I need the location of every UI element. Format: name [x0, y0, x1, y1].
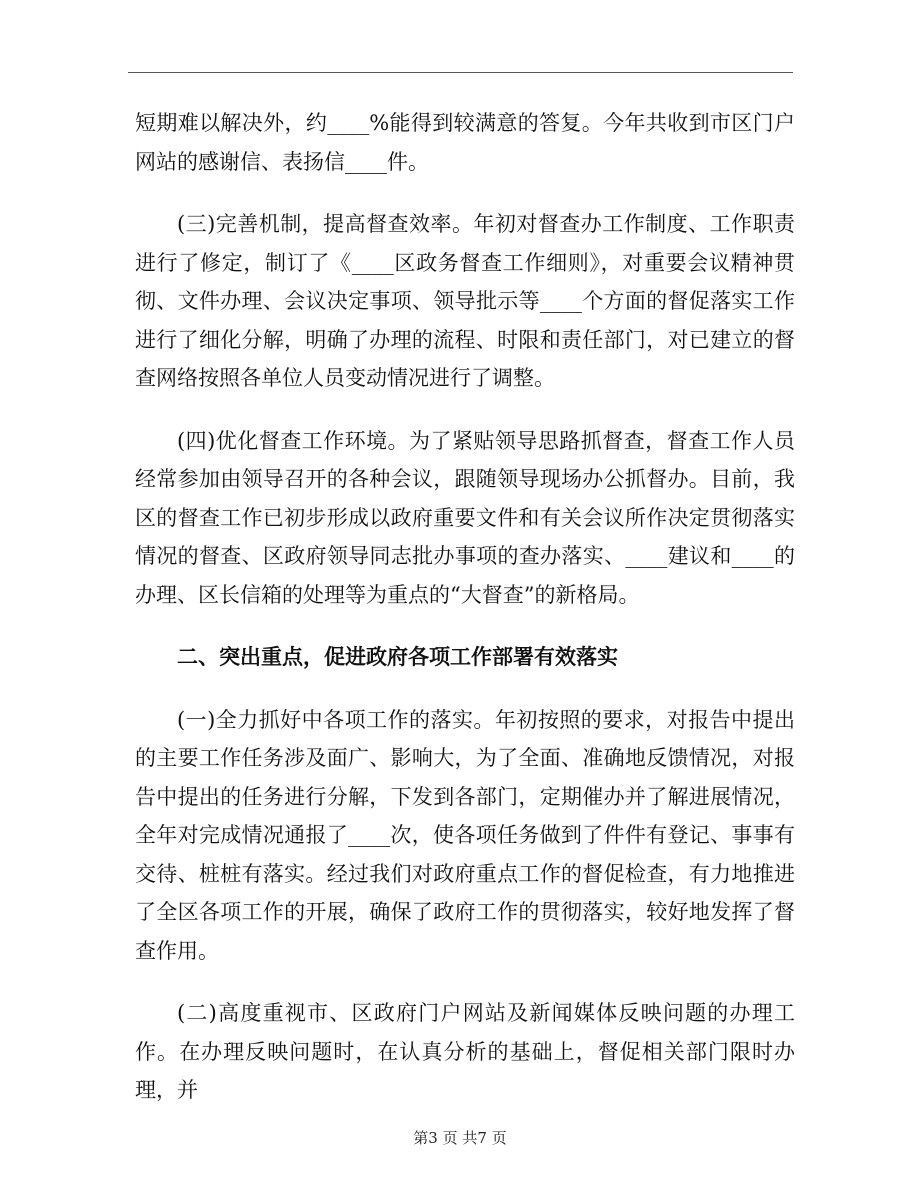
paragraph: (四)优化督查工作环境。为了紧贴领导思路抓督查，督查工作人员经常参加由领导召开的各种会议，跟随领导现场办公抓督办。目前，我区的督查工作已初步形成以政府重要文件和有关会议所作决定贯彻落实情况的督查、区政府领导同志批办事项的查办落实、____建议和____的办理、区长信箱的处理等为重点的“大督查”的新格局。 — [135, 428, 795, 607]
paragraph: 短期难以解决外，约____%能得到较满意的答复。今年共收到市区门户网站的感谢信、表扬信____件。 — [135, 111, 795, 174]
paragraph: (一)全力抓好中各项工作的落实。年初按照的要求，对报告中提出的主要工作任务涉及面广、影响大，为了全面、准确地反馈情况，对报告中提出的任务进行分解，下发到各部门，定期催办并了解进展情况，全年对完成情况通报了____次，使各项任务做到了件件有登记、事事有交待、桩桩有落实。经过我们对政府重点工作的督促检查，有力地推进了全区各项工作的开展，确保了政府工作的贯彻落实，较好地发挥了督查作用。 — [135, 707, 795, 963]
paragraph: (三)完善机制，提高督查效率。年初对督查办工作制度、工作职责进行了修定，制订了《____区政务督查工作细则》，对重要会议精神贯彻、文件办理、会议决定事项、领导批示等____个方面的督促落实工作进行了细化分解，明确了办理的流程、时限和责任部门，对已建立的督查网络按照各单位人员变动情况进行了调整。 — [135, 212, 795, 390]
section-heading: 二、突出重点，促进政府各项工作部署有效落实 — [177, 644, 618, 669]
paragraph: (二)高度重视市、区政府门户网站及新闻媒体反映问题的办理工作。在办理反映问题时，在认真分析的基础上，督促相关部门限时办理，并 — [135, 1001, 795, 1102]
header-divider — [128, 72, 793, 73]
document-body — [135, 104, 795, 1134]
page-number: 第3 页 共7 页 — [413, 1129, 507, 1147]
